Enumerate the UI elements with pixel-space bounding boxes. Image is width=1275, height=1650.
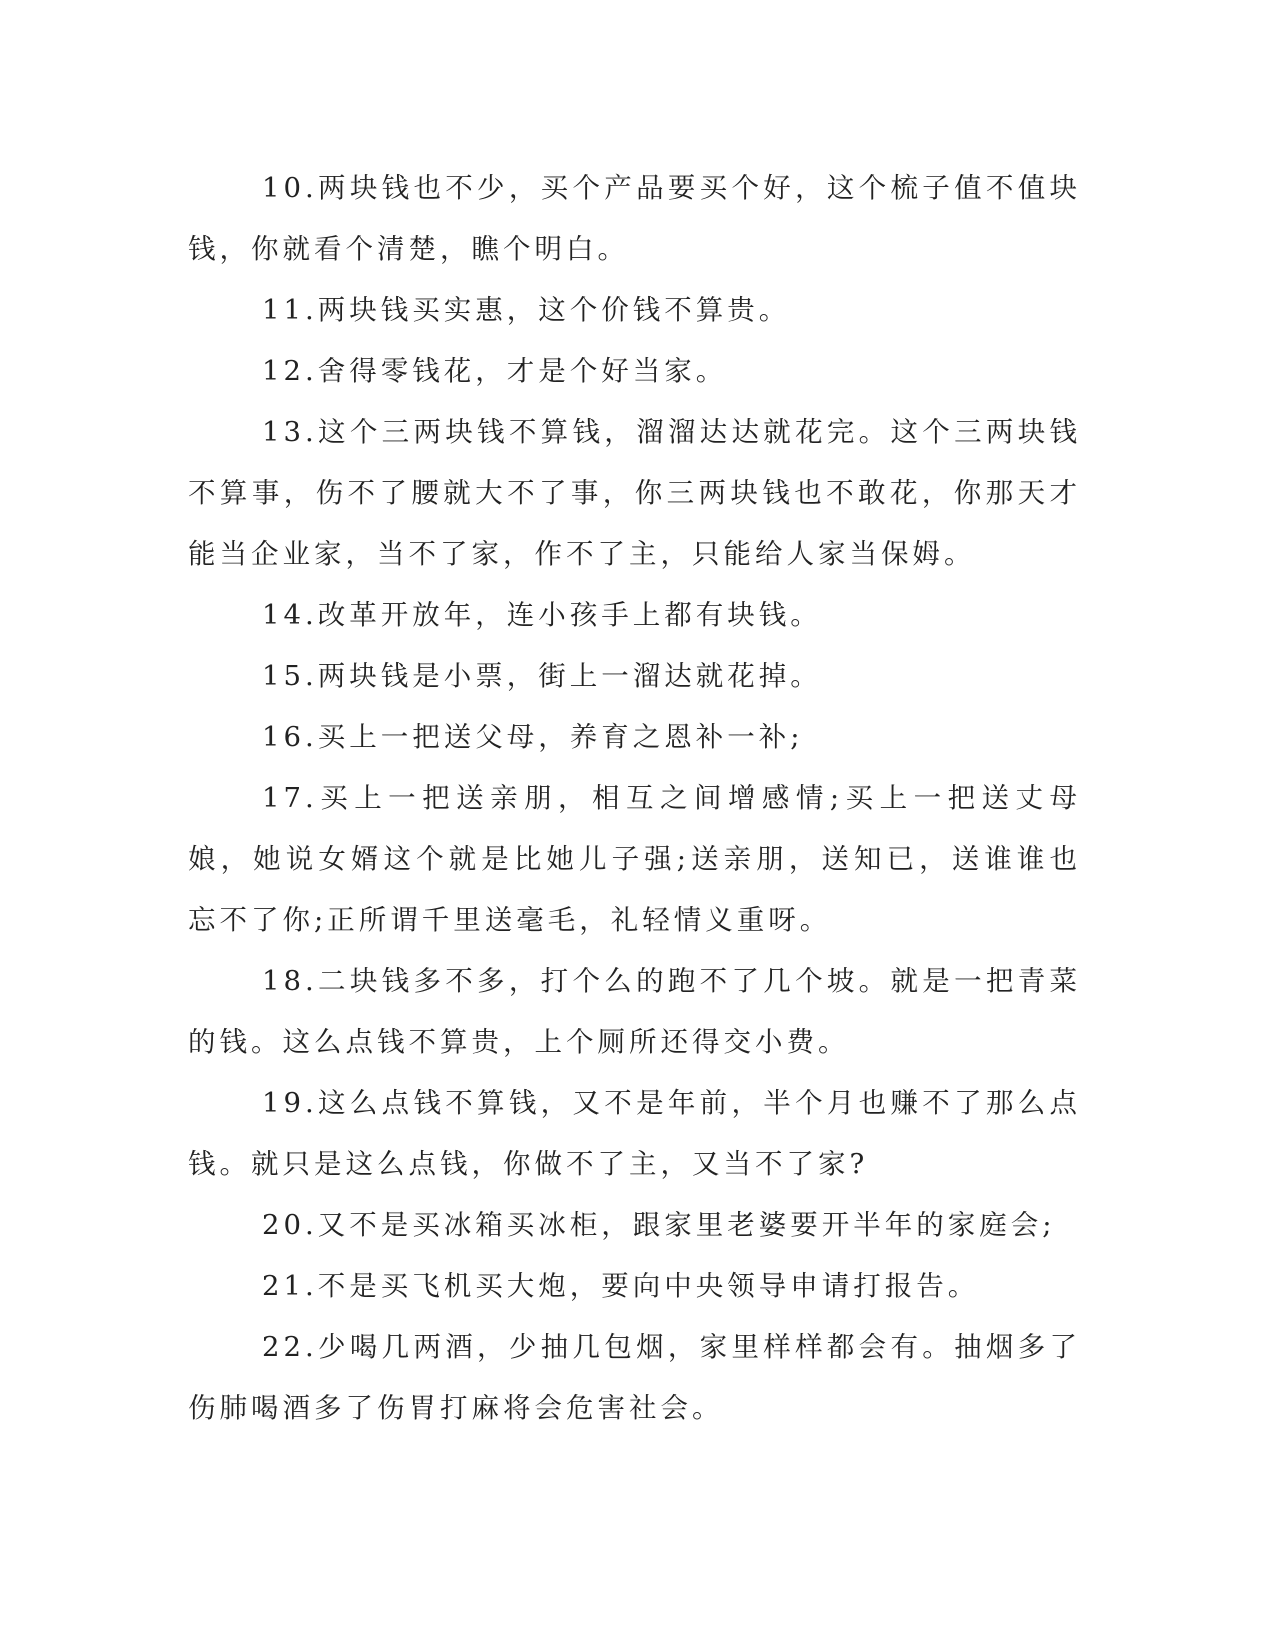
paragraph-20: 20.又不是买冰箱买冰柜，跟家里老婆要开半年的家庭会;: [262, 1209, 1056, 1241]
paragraph-10: 10.两块钱也不少，买个产品要买个好，这个梳子值不值块钱，你就看个清楚，瞧个明白。: [188, 172, 1081, 265]
paragraph-13: 13.这个三两块钱不算钱，溜溜达达就花完。这个三两块钱不算事，伤不了腰就大不了事，你三两块钱也不敢花，你那天才能当企业家，当不了家，作不了主，只能给人家当保姆。: [188, 416, 1081, 570]
paragraph-14: 14.改革开放年，连小孩手上都有块钱。: [262, 599, 822, 631]
paragraph-22: 22.少喝几两酒，少抽几包烟，家里样样都会有。抽烟多了伤肺喝酒多了伤胃打麻将会危害社会。: [188, 1331, 1081, 1424]
paragraph-16: 16.买上一把送父母，养育之恩补一补;: [262, 721, 804, 753]
paragraph-12: 12.舍得零钱花，才是个好当家。: [262, 355, 728, 387]
paragraph-19: 19.这么点钱不算钱，又不是年前，半个月也赚不了那么点钱。就只是这么点钱，你做不了主，又当不了家?: [188, 1087, 1081, 1180]
paragraph-11: 11.两块钱买实惠，这个价钱不算贵。: [262, 294, 791, 326]
paragraph-18: 18.二块钱多不多，打个么的跑不了几个坡。就是一把青菜的钱。这么点钱不算贵，上个厕所还得交小费。: [188, 965, 1081, 1058]
paragraph-21: 21.不是买飞机买大炮，要向中央领导申请打报告。: [262, 1270, 980, 1302]
document-body: [188, 158, 1081, 1439]
paragraph-15: 15.两块钱是小票，街上一溜达就花掉。: [262, 660, 822, 692]
paragraph-17: 17.买上一把送亲朋，相互之间增感情;买上一把送丈母娘，她说女婿这个就是比她儿子强;送亲朋，送知已，送谁谁也忘不了你;正所谓千里送毫毛，礼轻情义重呀。: [188, 782, 1081, 936]
